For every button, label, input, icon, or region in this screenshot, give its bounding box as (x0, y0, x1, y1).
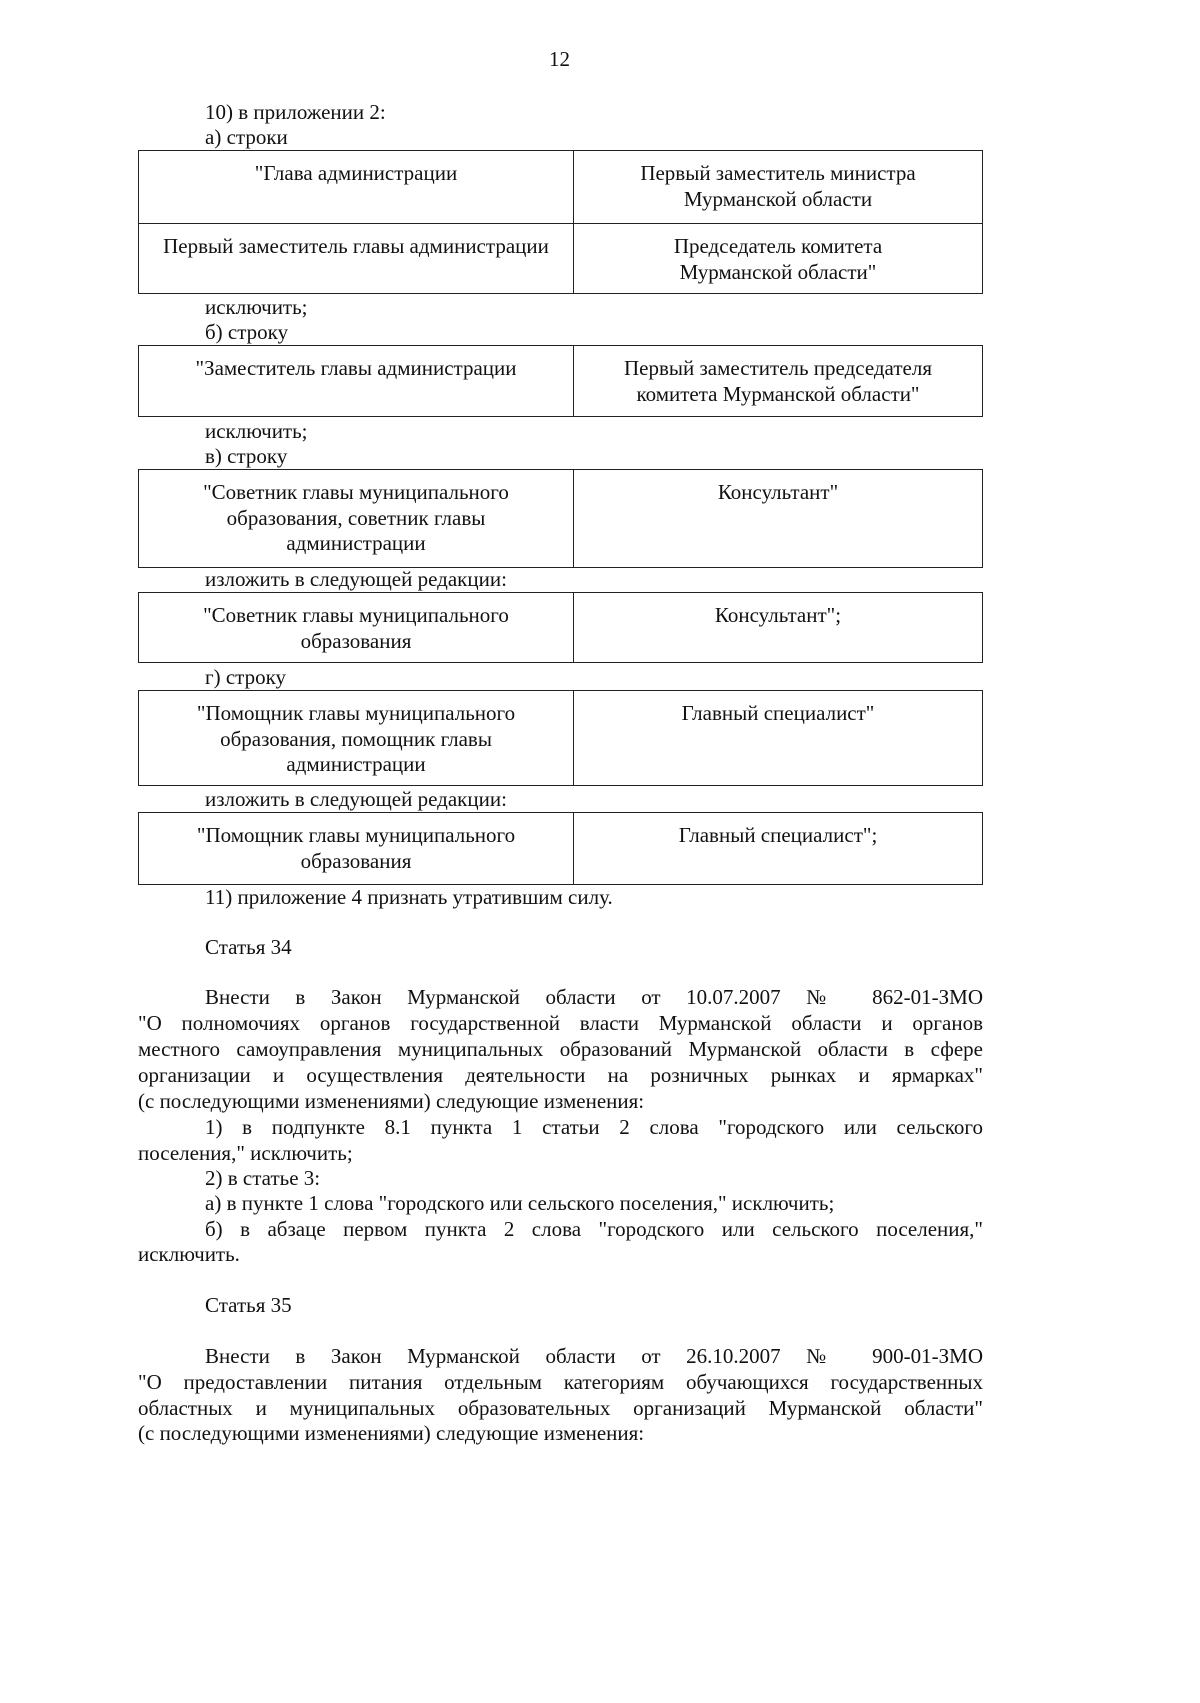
cell-text: образования, советник главы (226, 505, 486, 530)
table-cell (139, 470, 574, 567)
cell-text: администрации (286, 531, 426, 556)
cell-text: Первый заместитель председателя (624, 356, 932, 380)
cell-text: "Заместитель главы администрации (195, 356, 517, 380)
article-34-title: Статья 34 (205, 935, 292, 959)
article-34-line: Внести в Закон Мурманской области от 10.07.2007 № 862-01-ЗМО (205, 985, 983, 1009)
table-cell (574, 813, 982, 884)
subitem-v: в) строку (205, 444, 288, 468)
cell-text: "Советник главы муниципального (203, 480, 509, 504)
cell-text: "Помощник главы муниципального (196, 701, 516, 725)
restate-1: изложить в следующей редакции: (205, 567, 507, 591)
exclude-1: исключить; (205, 295, 308, 319)
article-34-item-2a: а) в пункте 1 слова "городского или сельского поселения," исключить; (205, 1191, 835, 1215)
table-cell (139, 813, 574, 884)
table-cell (574, 346, 982, 416)
table-cell (139, 224, 574, 293)
article-34-item-1: 1) в подпункте 8.1 пункта 1 статьи 2 слова "городского или сельского (205, 1115, 983, 1139)
table-row (139, 151, 982, 223)
cell-text: Председатель комитета (673, 234, 883, 258)
article-34-line: "О полномочиях органов государственной власти Мурманской области и органов (138, 1011, 983, 1035)
page-number: 12 (549, 47, 570, 71)
article-34-line: организации и осуществления деятельности на розничных рынках и ярмарках" (138, 1063, 983, 1087)
cell-text: Консультант" (717, 480, 839, 504)
article-34-item-1-cont: поселения," исключить; (138, 1141, 353, 1165)
cell-text: Мурманской области (683, 186, 873, 211)
restate-2: изложить в следующей редакции: (205, 787, 507, 811)
cell-text: Первый заместитель главы администрации (163, 234, 549, 258)
cell-text: Главный специалист"; (678, 823, 878, 847)
table-cell (574, 470, 982, 567)
cell-text: образования (300, 848, 412, 873)
table-1 (138, 150, 983, 294)
cell-text: Мурманской области" (679, 259, 877, 284)
table-cell (574, 224, 982, 293)
subitem-b: б) строку (205, 320, 289, 344)
cell-text: комитета Мурманской области" (636, 381, 920, 406)
cell-text: администрации (286, 752, 426, 777)
cell-text: образования (300, 628, 412, 653)
cell-text: Консультант"; (714, 603, 842, 627)
article-35-line: Внести в Закон Мурманской области от 26.10.2007 № 900-01-ЗМО (205, 1344, 983, 1368)
table-cell (574, 691, 982, 785)
table-cell (139, 151, 574, 223)
article-35-line: (с последующими изменениями) следующие изменения: (138, 1421, 645, 1445)
table-cell (139, 346, 574, 416)
cell-text: образования, помощник главы (220, 726, 492, 751)
cell-text: "Помощник главы муниципального (196, 823, 516, 847)
table-3 (138, 469, 983, 568)
article-34-item-2b: б) в абзаце первом пункта 2 слова "городского или сельского поселения," (205, 1217, 983, 1241)
subitem-a: а) строки (205, 125, 288, 149)
table-4 (138, 592, 983, 663)
table-row (139, 223, 982, 293)
cell-text: "Глава администрации (254, 161, 458, 185)
cell-text: Первый заместитель министра (640, 161, 916, 185)
article-35-line: областных и муниципальных образовательных организаций Мурманской области" (138, 1396, 983, 1420)
article-34-line: (с последующими изменениями) следующие изменения: (138, 1089, 645, 1113)
table-2 (138, 345, 983, 417)
table-5 (138, 690, 983, 786)
article-34-line: местного самоуправления муниципальных образований Мурманской области в сфере (138, 1037, 983, 1061)
table-cell (139, 593, 574, 662)
cell-text: Главный специалист" (681, 701, 875, 725)
exclude-2: исключить; (205, 419, 308, 443)
article-35-title: Статья 35 (205, 1293, 292, 1317)
cell-text: "Советник главы муниципального (203, 603, 509, 627)
table-cell (139, 691, 574, 785)
item-11: 11) приложение 4 признать утратившим силу. (205, 885, 613, 909)
table-cell (574, 151, 982, 223)
article-35-line: "О предоставлении питания отдельным категориям обучающихся государственных (138, 1370, 983, 1394)
item-10: 10) в приложении 2: (205, 100, 386, 124)
article-34-item-2: 2) в статье 3: (205, 1166, 321, 1190)
subitem-g: г) строку (205, 665, 287, 689)
table-cell (574, 593, 982, 662)
table-6 (138, 812, 983, 885)
article-34-item-2b-cont: исключить. (138, 1242, 240, 1266)
